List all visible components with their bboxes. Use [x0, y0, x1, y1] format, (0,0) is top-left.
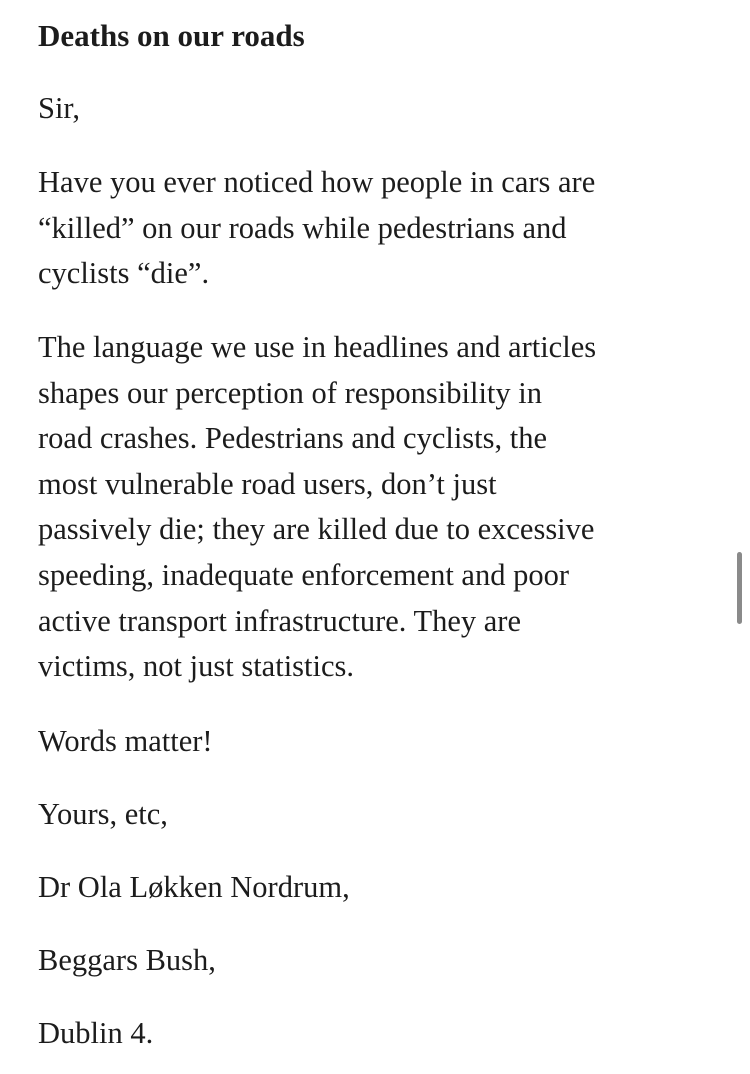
exclamation: Words matter! [38, 724, 213, 758]
salutation: Sir, [38, 91, 80, 125]
paragraph-2 [38, 325, 596, 690]
paragraph-2-line: active transport infrastructure. They are [38, 603, 521, 638]
paragraph-1-line: cyclists “die”. [38, 256, 210, 291]
paragraph-2-line: The language we use in headlines and articles [38, 330, 597, 364]
paragraph-2-line: shapes our perception of responsibility in [38, 375, 542, 410]
author-name: Dr Ola Løkken Nordrum, [38, 870, 350, 904]
paragraph-2-line: speeding, inadequate enforcement and poor [38, 557, 569, 592]
paragraph-2-line: road crashes. Pedestrians and cyclists, the [38, 421, 548, 456]
paragraph-1-line: “killed” on our roads while pedestrians and [38, 210, 567, 245]
address-line-2: Dublin 4. [38, 1016, 154, 1050]
paragraph-1-line: Have you ever noticed how people in cars are [38, 165, 596, 199]
paragraph-1 [38, 160, 595, 297]
paragraph-2-line: passively die; they are killed due to excessive [38, 512, 595, 547]
paragraph-2-line: most vulnerable road users, don’t just [38, 466, 497, 501]
paragraph-2-line: victims, not just statistics. [38, 649, 355, 684]
scrollbar-thumb[interactable] [737, 552, 742, 624]
address-line-1: Beggars Bush, [38, 943, 216, 977]
letter-headline: Deaths on our roads [38, 18, 305, 53]
signoff: Yours, etc, [38, 797, 168, 831]
